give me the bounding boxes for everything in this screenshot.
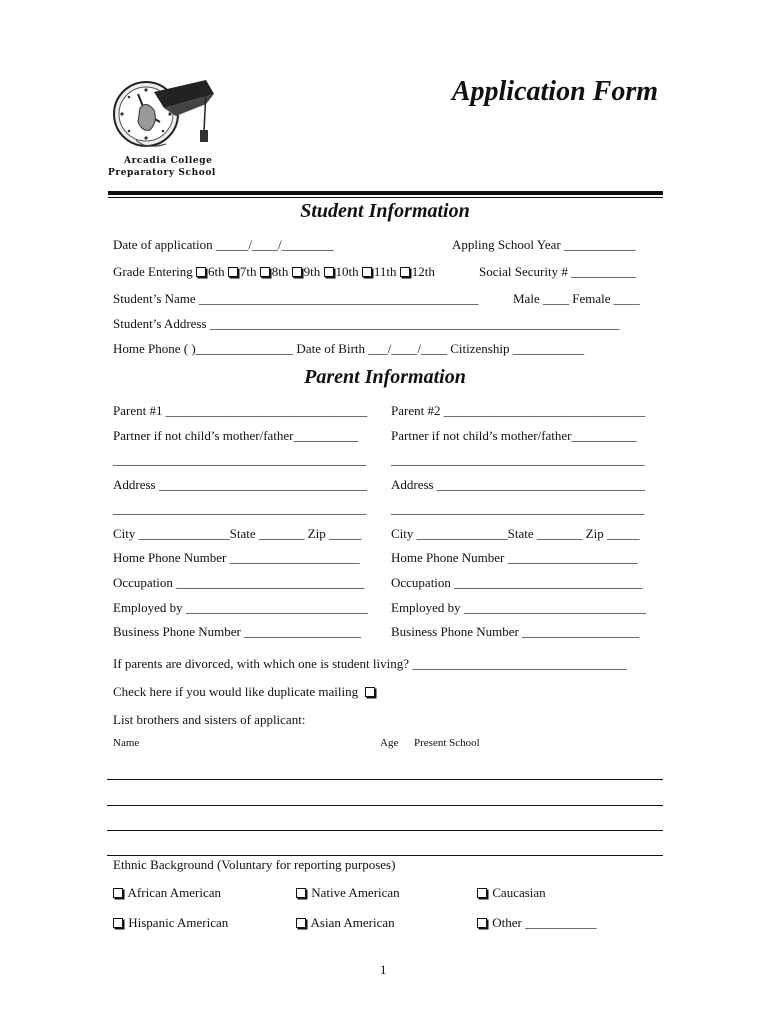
- sibling-line-1[interactable]: [107, 779, 663, 780]
- checkbox-icon: [196, 267, 206, 277]
- checkbox-icon: [362, 267, 372, 277]
- blank-line-left-1[interactable]: _______________________________________: [113, 452, 367, 467]
- parent-information-heading: Parent Information: [304, 366, 466, 388]
- logo-line-2: Preparatory School: [108, 168, 216, 178]
- employed-by-left-field[interactable]: Employed by ____________________________: [113, 600, 368, 615]
- grade-6-checkbox[interactable]: 6th: [196, 264, 225, 279]
- city-state-zip-right-field[interactable]: City ______________State _______ Zip _____: [391, 526, 640, 541]
- ethnic-other[interactable]: Other ___________: [477, 915, 597, 931]
- partner-right-field[interactable]: Partner if not child’s mother/father__________: [391, 428, 637, 443]
- ethnic-caucasian[interactable]: Caucasian: [477, 885, 546, 901]
- duplicate-mailing-label: Check here if you would like duplicate mailing: [113, 684, 359, 699]
- duplicate-mailing-row: [113, 684, 377, 700]
- students-address-field[interactable]: Student’s Address _______________________________________________________________: [113, 316, 620, 331]
- grade-11-checkbox[interactable]: 11th: [362, 264, 397, 279]
- address-left-field[interactable]: Address ________________________________: [113, 477, 367, 492]
- student-information-heading: Student Information: [300, 200, 470, 222]
- home-phone-dob-citizenship-field[interactable]: Home Phone ( )_______________ Date of Birth ___/____/____ Citizenship ___________: [113, 341, 585, 356]
- grade-9-checkbox[interactable]: 9th: [292, 264, 321, 279]
- siblings-col-age: Age: [380, 737, 399, 749]
- siblings-col-name: Name: [113, 737, 140, 749]
- business-phone-right-field[interactable]: Business Phone Number __________________: [391, 624, 640, 639]
- partner-left-field[interactable]: Partner if not child’s mother/father__________: [113, 428, 359, 443]
- checkbox-icon: [296, 888, 306, 898]
- checkbox-icon: [113, 888, 123, 898]
- ethnic-asian-american[interactable]: Asian American: [296, 915, 395, 931]
- blank-line-right-1[interactable]: _______________________________________: [391, 452, 645, 467]
- page-title: Application Form: [451, 76, 658, 107]
- grade-8-checkbox[interactable]: 8th: [260, 264, 289, 279]
- appling-school-year-field[interactable]: Appling School Year ___________: [452, 237, 636, 252]
- blank-line-right-2[interactable]: _______________________________________: [391, 501, 645, 516]
- male-female-field[interactable]: Male ____ Female ____: [513, 291, 640, 306]
- ethnic-background-label: Ethnic Background (Voluntary for reporting purposes): [113, 857, 396, 872]
- grade-10-checkbox[interactable]: 10th: [324, 264, 359, 279]
- address-right-field[interactable]: Address ________________________________: [391, 477, 645, 492]
- sibling-line-3[interactable]: [107, 830, 663, 831]
- header-divider-thick: [108, 191, 663, 195]
- siblings-col-school: Present School: [414, 737, 480, 749]
- checkbox-icon: [477, 888, 487, 898]
- checkbox-icon: [324, 267, 334, 277]
- home-phone-left-field[interactable]: Home Phone Number ____________________: [113, 550, 360, 565]
- ethnic-native-american[interactable]: Native American: [296, 885, 400, 901]
- sibling-line-4[interactable]: [107, 855, 663, 856]
- home-phone-right-field[interactable]: Home Phone Number ____________________: [391, 550, 638, 565]
- students-name-field[interactable]: Student’s Name ___________________________________________: [113, 291, 479, 306]
- page-number: 1: [380, 962, 387, 977]
- parent-1-field[interactable]: Parent #1 _______________________________: [113, 403, 368, 418]
- grade-7-checkbox[interactable]: 7th: [228, 264, 257, 279]
- checkbox-icon: [477, 918, 487, 928]
- checkbox-icon: [228, 267, 238, 277]
- grade-entering-row: [113, 264, 435, 280]
- sibling-line-2[interactable]: [107, 805, 663, 806]
- checkbox-icon: [296, 918, 306, 928]
- logo-line-1: Arcadia College: [124, 156, 213, 166]
- grade-12-checkbox[interactable]: 12th: [400, 264, 435, 279]
- grade-entering-label: Grade Entering: [113, 264, 193, 279]
- checkbox-icon: [113, 918, 123, 928]
- checkbox-icon: [260, 267, 270, 277]
- siblings-label: List brothers and sisters of applicant:: [113, 712, 306, 727]
- header-divider-thin: [108, 197, 663, 198]
- blank-line-left-2[interactable]: _______________________________________: [113, 501, 367, 516]
- social-security-field[interactable]: Social Security # __________: [479, 264, 637, 279]
- city-state-zip-left-field[interactable]: City ______________State _______ Zip _____: [113, 526, 362, 541]
- employed-by-right-field[interactable]: Employed by ____________________________: [391, 600, 646, 615]
- ethnic-african-american[interactable]: African American: [113, 885, 221, 901]
- clock-graduation-cap-icon: [106, 70, 216, 158]
- business-phone-left-field[interactable]: Business Phone Number __________________: [113, 624, 362, 639]
- date-of-application-field[interactable]: Date of application _____/____/________: [113, 237, 334, 252]
- parent-2-field[interactable]: Parent #2 _______________________________: [391, 403, 646, 418]
- checkbox-icon: [292, 267, 302, 277]
- occupation-left-field[interactable]: Occupation _____________________________: [113, 575, 365, 590]
- school-logo: [106, 70, 216, 182]
- duplicate-mailing-checkbox[interactable]: [365, 687, 375, 697]
- checkbox-icon: [400, 267, 410, 277]
- occupation-right-field[interactable]: Occupation _____________________________: [391, 575, 643, 590]
- divorced-field[interactable]: If parents are divorced, with which one is student living? _________________________________: [113, 656, 627, 671]
- ethnic-hispanic-american[interactable]: Hispanic American: [113, 915, 228, 931]
